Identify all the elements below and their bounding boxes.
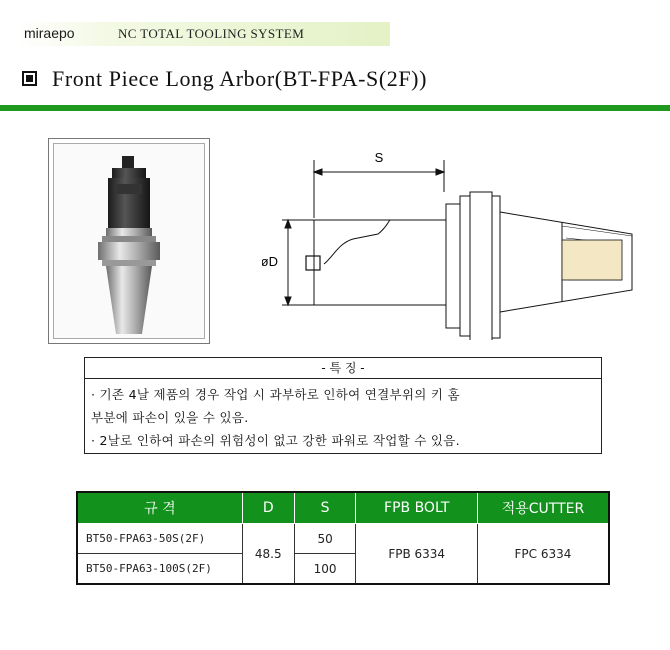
dimension-d-label: øD	[262, 254, 278, 269]
feature-line-2: 부분에 파손이 있을 수 있음.	[91, 410, 249, 425]
bolt-cell: FPB 6334	[356, 524, 477, 585]
cutter-cell: FPC 6334	[477, 524, 609, 585]
header-bolt: FPB BOLT	[356, 492, 477, 524]
features-box	[84, 357, 602, 454]
d-cell: 48.5	[242, 524, 294, 585]
model-cell: BT50-FPA63-100S(2F)	[77, 554, 242, 585]
table-row	[77, 524, 609, 554]
header-cutter: 적용CUTTER	[477, 492, 609, 524]
brand-bar	[16, 22, 390, 46]
feature-line-3: · 2날로 인하여 파손의 위험성이 없고 강한 파워로 작업할 수 있음.	[91, 433, 460, 448]
brand-tagline: NC TOTAL TOOLING SYSTEM	[118, 26, 305, 41]
spec-table	[76, 491, 610, 585]
header-spec: 규 격	[77, 492, 242, 524]
square-bullet-icon	[22, 71, 37, 86]
header-d: D	[242, 492, 294, 524]
product-photo	[48, 138, 210, 344]
technical-drawing	[262, 140, 652, 340]
feature-line-1: · 기존 4날 제품의 경우 작업 시 과부하로 인하여 연결부위의 키 홈	[91, 387, 460, 402]
title-divider	[0, 105, 670, 111]
brand-name: miraepo	[24, 25, 75, 41]
s-cell: 100	[294, 554, 356, 585]
features-heading: - 특 징 -	[85, 358, 601, 379]
s-cell: 50	[294, 524, 356, 554]
dimension-s-label: S	[374, 150, 384, 165]
page-title: Front Piece Long Arbor(BT-FPA-S(2F))	[52, 66, 428, 91]
header-s: S	[294, 492, 356, 524]
arbor-photo-icon	[54, 144, 204, 338]
spec-header-row	[77, 492, 609, 524]
model-cell: BT50-FPA63-50S(2F)	[77, 524, 242, 554]
